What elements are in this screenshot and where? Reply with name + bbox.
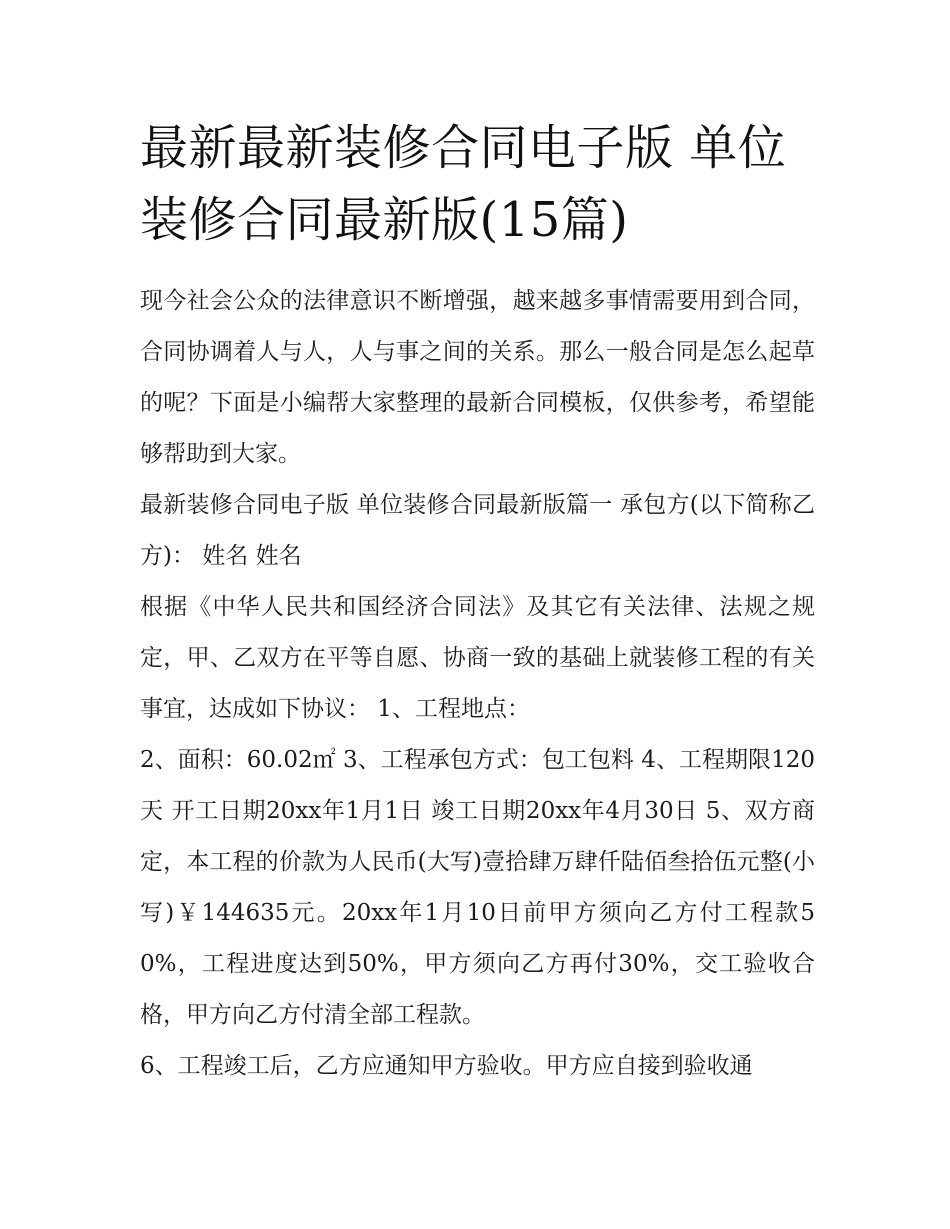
document-title: 最新最新装修合同电子版 单位装修合同最新版(15篇) xyxy=(140,120,787,248)
paragraph-agreement-basis: 根据《中华人民共和国经济合同法》及其它有关法律、法规之规定，甲、乙双方在平等自愿、协商一致的基础上就装修工程的有关事宜，达成如下协议： 1、工程地点： xyxy=(140,594,815,722)
paragraph-intro: 现今社会公众的法律意识不断增强，越来越多事情需要用到合同，合同协调着人与人，人与事之间的关系。那么一般合同是怎么起草的呢？下面是小编帮大家整理的最新合同模板，仅供参考，希望能够帮助到大家。 xyxy=(140,288,815,467)
document-body xyxy=(140,112,815,1092)
paragraph-acceptance: 6、工程竣工后，乙方应通知甲方验收。甲方应自接到验收通 xyxy=(140,1053,753,1079)
paragraph-terms: 2、面积：60.02㎡ 3、工程承包方式：包工包料 4、工程期限120天 开工日期20xx年1月1日 竣工日期20xx年4月30日 5、双方商定，本工程的价款为人民币(大写)壹拾肆万肆仟陆佰叁拾伍元整(小写)￥144635元。20xx年1月10日前甲方须向乙方付工程款50%，工程进度达到50%，甲方须向乙方再付30%，交工验收合格，甲方向乙方付清全部工程款。 xyxy=(140,747,815,1028)
paragraph-contractor: 最新装修合同电子版 单位装修合同最新版篇一 承包方(以下简称乙方)： 姓名 姓名 xyxy=(140,492,815,569)
